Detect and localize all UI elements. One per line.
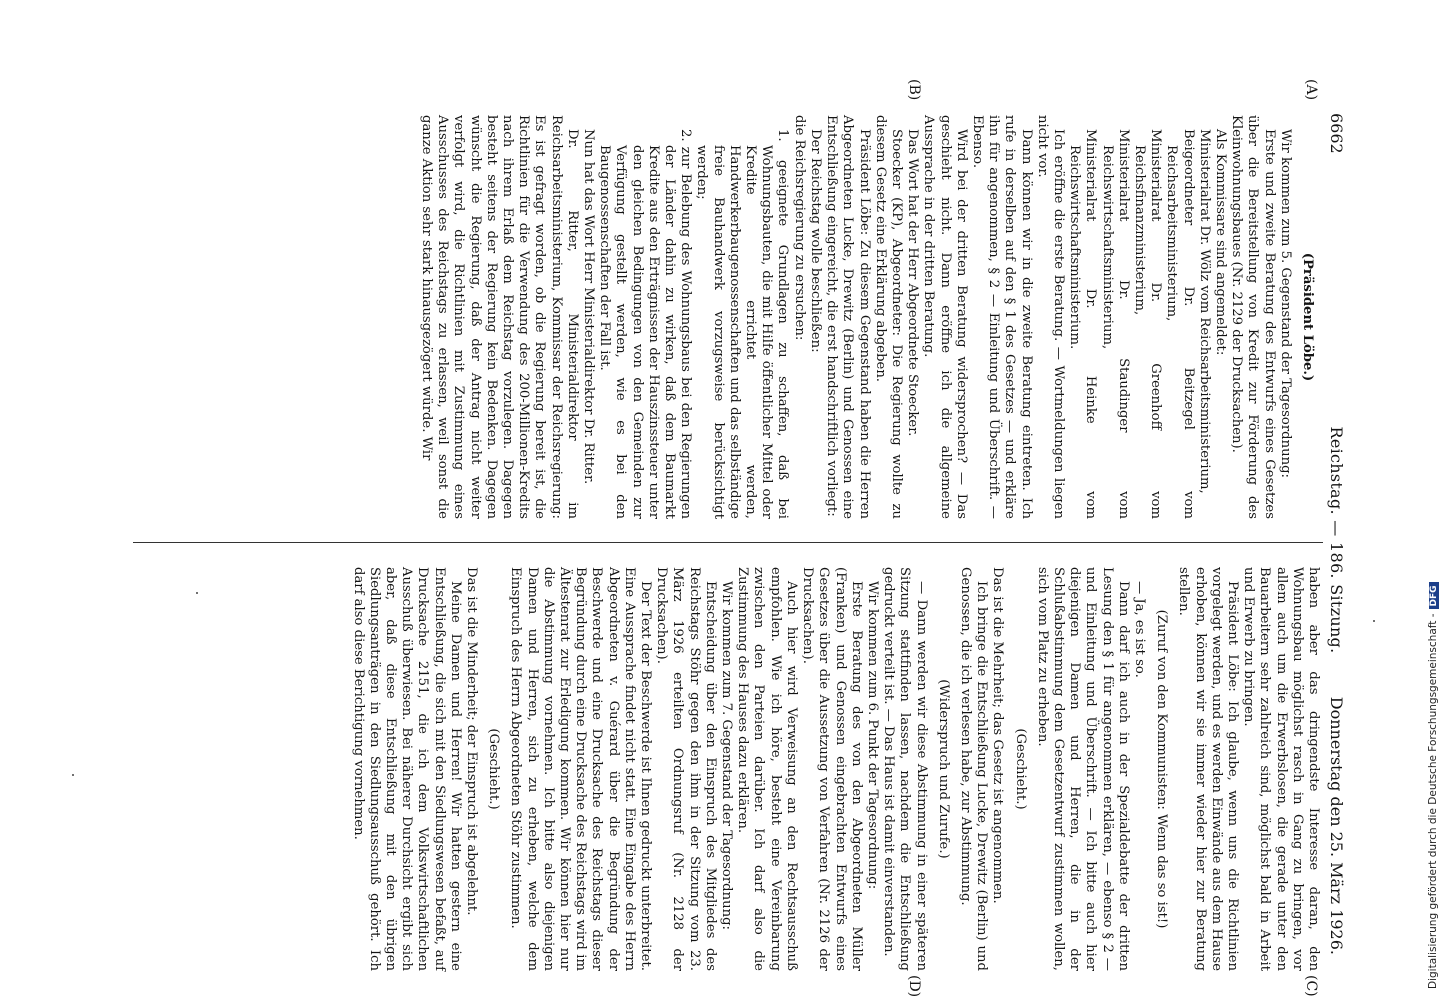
page-number: 6662 <box>1327 113 1346 154</box>
left-column-paragraph: Ministerialrat Dr. Staudinger vom Reichswirtschaftsministerium, <box>1099 129 1131 519</box>
left-column-paragraph: Ich eröffne die erste Beratung. — Wortmeldungen liegen nicht vor. <box>1034 115 1066 519</box>
right-column-paragraph: Auch hier wird Verweisung an den Rechtsausschuß empfohlen. Wie ich höre, besteht eine Vereinbarung zwischen den Parteien darüber. Ich darf also die Zustimmung des Hauses dazu erklären. <box>735 567 799 971</box>
right-text-column <box>349 567 1321 971</box>
left-column-paragraph: 2. zur Belebung des Wohnungsbaus bei den Regierungen der Länder dahin zu wirken, daß dem Baumarkt Kredite aus den Erträgnissen der Hauszinssteuer unter den gleichen Bedingungen von den Gemeinden zur Verfügung gestellt werden, wie es bei den Baugenossenschaften der Fall ist. <box>597 129 694 519</box>
credit-text: Digitalisierung gefördert durch die Deutsche Forschungsgemeinschaft - <box>1427 613 1439 989</box>
column-divider <box>133 542 1323 543</box>
right-column-paragraph: (Geschieht.) <box>486 728 502 810</box>
left-column-paragraph: Stoecker (KP), Abgeordneter: Die Regierung wollte zu diesem Gesetz eine Erklärung abgeben. <box>872 115 904 519</box>
left-column-paragraph: Als Kommissare sind angemeldet: <box>1212 129 1228 356</box>
left-column-paragraph: Wir kommen zum 5. Gegenstand der Tagesordnung: <box>1277 129 1293 478</box>
session-date: Donnerstag den 25. März 1926. <box>1327 696 1346 955</box>
right-column-paragraph: Erste Beratung des von den Abgeordneten Müller (Franken) und Genossen eingebrachten Entwurfs eines Gesetzes über die Aussetzung von Verfahren (Nr. 2126 der Drucksachen). <box>800 567 864 971</box>
rotated-document-page <box>117 79 1347 998</box>
left-column-paragraph: Präsident Löbe: Zu diesem Gegenstand haben die Herren Abgeordneten Lucke, Drewitz (Berlin) und Genossen eine Entschließung eingereicht, die erst handschriftlich vorliegt: <box>824 115 872 519</box>
scan-speck <box>196 592 198 594</box>
margin-mark-d: (D) <box>906 975 922 998</box>
session-title: Reichstag. — 186. Sitzung. <box>1327 426 1346 654</box>
left-column-paragraph: Nun hat das Wort Herr Ministerialdirektor Dr. Ritter. <box>581 129 597 485</box>
right-column-paragraph: Das ist die Minderheit; der Einspruch ist abgelehnt. <box>464 567 480 916</box>
right-column-paragraph: (Zuruf von den Kommunisten: Wenn das so ist!) <box>1154 609 1170 929</box>
right-column-paragraph: (Widerspruch und Zurufe.) <box>935 679 951 859</box>
margin-mark-c: (C) <box>1303 975 1319 997</box>
left-column-paragraph: Erste und zweite Beratung des Entwurfs eines Gesetzes über die Bereitstellung von Kredit zur Förderung des Kleinwohnungsbaues (Nr. 2129 der Drucksachen). <box>1229 115 1277 519</box>
right-column-paragraph: (Geschieht.) <box>1012 728 1028 810</box>
right-column-paragraph: Wir kommen zum 6. Punkt der Tagesordnung: <box>864 581 880 890</box>
right-column-paragraph: Das ist die Mehrheit; das Gesetz ist angenommen. <box>990 567 1006 904</box>
dfg-logo: DFG <box>1429 582 1439 609</box>
left-column-paragraph: 1. geeignete Grundlagen zu schaffen, daß bei Wohnungsbauten, die mit Hilfe öffentlicher Mittel oder Kredite errichtet werden, Handwerkerbaugenossenschaften und das selbständige freie Bauhandwerk vorzugsweise berücksichtigt werden; <box>694 129 791 519</box>
left-column-paragraph: Ministerialrat Dr. Heinke vom Reichswirtschaftsministerium. <box>1067 129 1099 519</box>
right-column-paragraph: Ich bringe die Entschließung Lucke, Drewitz (Berlin) und Genossen, die ich verlesen habe, zur Abstimmung. <box>957 567 990 971</box>
left-column-paragraph: Dr. Ritter, Ministerialdirektor im Reichsarbeitsministerium, Kommissar der Reichsregierung: Es ist gefragt worden, ob die Regierung bereit ist, die Richtlinien für die Verwendung des 200-Millionen-Kredits nach ihrem Erlaß dem Reichstag vorzulegen. Dagegen besteht seitens der Regierung kein Bedenken. Dagegen wünscht die Regierung, daß der Antrag nicht weiter verfolgt wird, die Richtlinien mit Zustimmung eines Ausschusses des Reichstags zu erlassen, weil sonst die ganze Aktion sehr stark hinausgezögert würde. Wir <box>419 115 580 519</box>
left-column-paragraph: (Präsident Löbe.) <box>1300 252 1315 382</box>
right-column-paragraph: Präsident Löbe: Ich glaube, wenn uns die Richtlinien vorgelegt werden, und es werden Einwände aus dem Hause erhoben, können wir sie immer wieder hier zur Beratung stellen. <box>1176 567 1240 971</box>
right-column-paragraph: Wir kommen zum 7. Gegenstand der Tagesordnung: <box>719 581 735 930</box>
left-column-paragraph: Das Wort hat der Herr Abgeordnete Stoecker. <box>905 129 921 437</box>
left-column-paragraph: Dann können wir in die zweite Beratung eintreten. Ich rufe in derselben auf den § 1 des Gesetzes — und erkläre ihn für angenommen, § 2 — Einleitung und Überschrift. — Ebenso. <box>969 115 1034 519</box>
right-column-paragraph: — Ja, es ist so. <box>1131 581 1147 678</box>
right-column-paragraph: — Dann werden wir diese Abstimmung in einer späteren Sitzung stattfinden lassen, nachdem die Entschließung gedruckt verteilt ist. — Das Haus ist damit einverstanden. <box>881 567 929 971</box>
left-column-paragraph: Der Reichstag wolle beschließen: <box>807 129 823 353</box>
left-column-paragraph: Beigeordneter Dr. Beitzegel vom Reichsarbeitsministerium, <box>1164 129 1196 519</box>
right-column-paragraph: Entscheidung über den Einspruch des Mitgliedes des Reichstags Stöhr gegen den ihm in der Sitzung vom 23. März 1926 erteilten Ordnungsruf (Nr. 2128 der Drucksachen). <box>654 567 718 971</box>
scan-speck <box>72 774 74 776</box>
digitization-credit <box>1427 9 1439 989</box>
scan-speck <box>1373 620 1375 622</box>
left-column-paragraph: Ministerialrat Dr. Wölz vom Reichsarbeitsministerium, <box>1196 129 1212 494</box>
left-column-paragraph: die Reichsregierung zu ersuchen: <box>791 115 807 341</box>
right-column-paragraph: Der Text der Beschwerde ist Ihnen gedruckt unterbreitet. Eine Aussprache findet nicht statt. Eine Eingabe des Herrn Abgeordneten v. Guérard über die Begründung der Beschwerde und eine Drucksache des Reichstags dieser Begründung durch eine Drucksache des Reichstags wird im Ältestenrat zur Erledigung kommen. Wir können hier nur die Abstimmung vornehmen. Ich bitte also diejenigen Damen und Herren, sich zu erheben, welche dem Einspruch des Herrn Abgeordneten Stöhr zustimmen. <box>508 567 654 971</box>
margin-mark-a: (A) <box>1303 79 1319 101</box>
left-text-column <box>418 115 1321 519</box>
left-column-paragraph: Wird bei der dritten Beratung widersprochen? — Das geschieht nicht. Dann eröffne ich die allgemeine Aussprache in der dritten Beratung. <box>921 115 969 519</box>
page-header <box>1323 105 1347 975</box>
left-column-paragraph: Ministerialrat Dr. Greenhoff vom Reichsfinanzministerium, <box>1131 129 1164 519</box>
right-column-paragraph: Meine Damen und Herren! Wir hatten gestern eine Entschließung, die sich mit den Siedlungswesen befaßt, auf Drucksache 2151, die ich dem Volkswirtschaftlichen Ausschuß überwiesen. Bei näherer Durchsicht ergibt sich aber, daß diese Entschließung mit den übrigen Siedlungsanträgen in den Siedlungsausschuß gehört. Ich darf also diese Berichtigung vornehmen. <box>350 567 463 971</box>
margin-mark-b: (B) <box>906 79 922 101</box>
right-column-paragraph: Dann darf ich auch in der Spezialdebatte der dritten Lesung den § 1 für angenommen erklären, — ebenso § 2 — und Einleitung und Überschrift. — Ich bitte auch hier diejenigen Damen und Herren, die in der Schlußabstimmung dem Gesetzentwurf zustimmen wollen, sich vom Platz zu erheben. <box>1034 567 1131 971</box>
right-column-paragraph: haben aber das dringendste Interesse daran, den Wohnungsbau möglichst rasch in Gang zu bringen, vor allem auch um die Erwerbslosen, die gerade unter den Bauarbeitern sehr zahlreich sind, möglichst bald in Arbeit und Erwerb zu bringen. <box>1241 567 1321 971</box>
